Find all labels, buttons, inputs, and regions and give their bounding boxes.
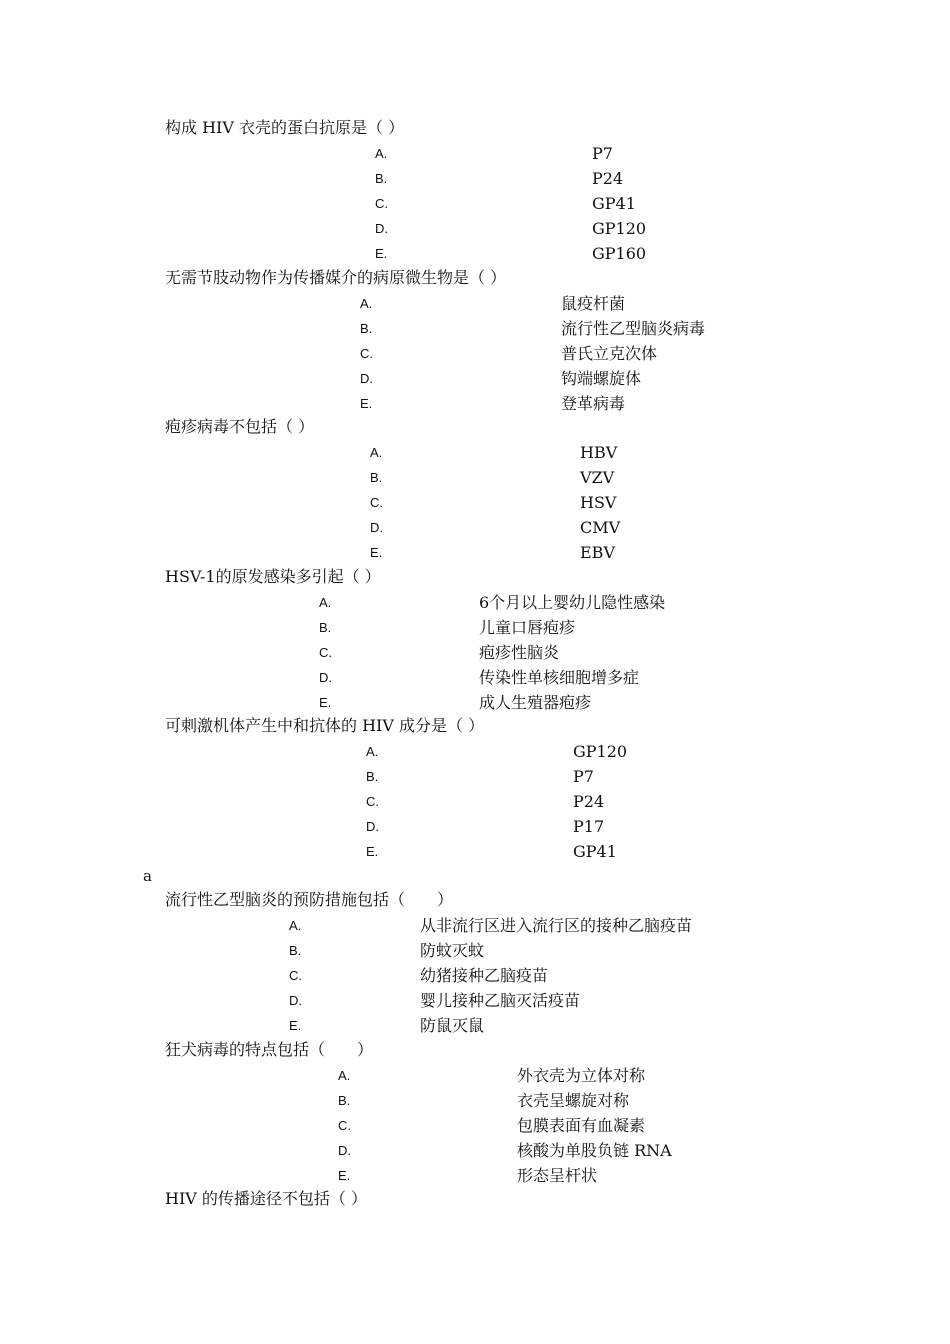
question-3-option-a-letter: A.: [370, 445, 383, 460]
question-6-option-c-text: 幼猪接种乙脑疫苗: [420, 966, 549, 985]
question-7-option-d-text: 核酸为单股负链 RNA: [517, 1141, 672, 1160]
question-1-option-c-letter: C.: [375, 196, 388, 211]
question-5-option-d-letter: D.: [366, 819, 379, 834]
question-4-option-a-letter: A.: [319, 595, 332, 610]
question-5-option-e-text: GP41: [573, 842, 617, 861]
question-5-option-c-text: P24: [573, 792, 605, 811]
question-5-option-a-letter: A.: [366, 744, 379, 759]
question-3-option-b-text: VZV: [580, 468, 615, 487]
question-7-option-d-letter: D.: [338, 1143, 351, 1158]
question-1-option-d-text: GP120: [592, 219, 647, 238]
question-2-option-c-text: 普氏立克次体: [561, 344, 658, 363]
question-2-option-e-letter: E.: [360, 396, 373, 411]
question-2-stem: 无需节肢动物作为传播媒介的病原微生物是（ ）: [165, 268, 507, 287]
question-8-stem: HIV 的传播途径不包括（ ）: [165, 1189, 368, 1208]
question-6-option-e-letter: E.: [289, 1018, 302, 1033]
question-6-option-e-text: 防鼠灭鼠: [420, 1016, 485, 1035]
question-2-option-e-text: 登革病毒: [561, 394, 626, 413]
question-5-stem: 可刺激机体产生中和抗体的 HIV 成分是（ ）: [165, 716, 485, 735]
question-7-option-a-text: 外衣壳为立体对称: [517, 1066, 646, 1085]
question-3-option-b-letter: B.: [370, 470, 383, 485]
question-6-option-d-letter: D.: [289, 993, 302, 1008]
question-4-option-e-letter: E.: [319, 695, 332, 710]
question-2-option-d-text: 钩端螺旋体: [561, 369, 642, 388]
question-3-option-d-text: CMV: [580, 518, 621, 537]
question-4-option-b-letter: B.: [319, 620, 332, 635]
question-4-option-d-letter: D.: [319, 670, 332, 685]
question-4-option-a-text: 6个月以上婴幼儿隐性感染: [479, 593, 666, 612]
question-7-option-e-letter: E.: [338, 1168, 351, 1183]
question-2-option-b-text: 流行性乙型脑炎病毒: [561, 319, 706, 338]
question-5-option-a-text: GP120: [573, 742, 628, 761]
stray-mark: a: [143, 867, 152, 885]
question-6-option-b-text: 防蚊灭蚊: [420, 941, 485, 960]
question-7-option-e-text: 形态呈杆状: [517, 1166, 598, 1185]
question-4-option-b-text: 儿童口唇疱疹: [479, 618, 576, 637]
question-7-option-c-text: 包膜表面有血凝素: [517, 1116, 646, 1135]
question-3-option-c-letter: C.: [370, 495, 383, 510]
question-7-option-a-letter: A.: [338, 1068, 351, 1083]
question-6-option-a-text: 从非流行区进入流行区的接种乙脑疫苗: [420, 916, 693, 935]
question-6-option-c-letter: C.: [289, 968, 302, 983]
question-2-option-b-letter: B.: [360, 321, 373, 336]
question-6-stem: 流行性乙型脑炎的预防措施包括（ ）: [165, 890, 454, 909]
question-1-option-c-text: GP41: [592, 194, 636, 213]
question-5-option-c-letter: C.: [366, 794, 379, 809]
question-4-option-e-text: 成人生殖器疱疹: [479, 693, 592, 712]
question-2-option-a-text: 鼠疫杆菌: [561, 294, 626, 313]
question-5-option-b-letter: B.: [366, 769, 379, 784]
question-3-option-a-text: HBV: [580, 443, 618, 462]
question-7-stem: 狂犬病毒的特点包括（ ）: [165, 1040, 374, 1059]
question-4-stem: HSV-1的原发感染多引起（ ）: [165, 567, 381, 586]
question-2-option-c-letter: C.: [360, 346, 373, 361]
question-1-stem: 构成 HIV 衣壳的蛋白抗原是（ ）: [165, 118, 405, 137]
question-1-option-d-letter: D.: [375, 221, 388, 236]
question-4-option-c-text: 疱疹性脑炎: [479, 643, 560, 662]
question-2-option-a-letter: A.: [360, 296, 373, 311]
question-3-option-e-text: EBV: [580, 543, 615, 562]
question-2-option-d-letter: D.: [360, 371, 373, 386]
question-3-option-e-letter: E.: [370, 545, 383, 560]
question-6-option-d-text: 婴儿接种乙脑灭活疫苗: [420, 991, 581, 1010]
question-7-option-c-letter: C.: [338, 1118, 351, 1133]
question-4-option-c-letter: C.: [319, 645, 332, 660]
question-5-option-b-text: P7: [573, 767, 594, 786]
question-5-option-d-text: P17: [573, 817, 605, 836]
question-3-option-c-text: HSV: [580, 493, 617, 512]
question-7-option-b-text: 衣壳呈螺旋对称: [517, 1091, 630, 1110]
question-1-option-e-letter: E.: [375, 246, 388, 261]
question-1-option-a-text: P7: [592, 144, 613, 163]
question-6-option-b-letter: B.: [289, 943, 302, 958]
question-3-option-d-letter: D.: [370, 520, 383, 535]
question-1-option-b-text: P24: [592, 169, 624, 188]
question-6-option-a-letter: A.: [289, 918, 302, 933]
question-1-option-e-text: GP160: [592, 244, 647, 263]
question-1-option-b-letter: B.: [375, 171, 388, 186]
question-5-option-e-letter: E.: [366, 844, 379, 859]
question-7-option-b-letter: B.: [338, 1093, 351, 1108]
question-3-stem: 疱疹病毒不包括（ ）: [165, 417, 315, 436]
question-4-option-d-text: 传染性单核细胞增多症: [479, 668, 640, 687]
question-1-option-a-letter: A.: [375, 146, 388, 161]
